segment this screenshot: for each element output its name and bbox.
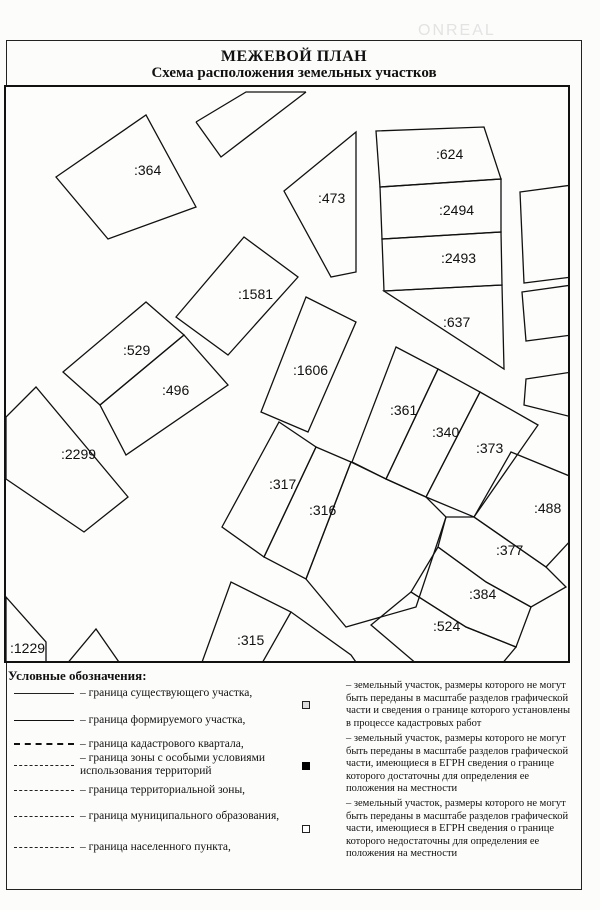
legend-line-text: – граница муниципального образования,: [80, 809, 280, 822]
legend-symbol-text: – земельный участок, размеры которого не могут быть переданы в масштабе разделов графической части, имеющиеся в ЕГРН сведения о границе которого недостаточны для определения ее положения на местности: [346, 798, 569, 859]
legend-symbol-empty-square: [302, 825, 310, 833]
plot-label: :361: [390, 402, 418, 418]
plot-label: :377: [496, 542, 524, 558]
legend-row: [14, 752, 290, 778]
legend-title: Условные обозначения:: [8, 668, 147, 683]
boundary-line: [524, 372, 570, 417]
legend-row: [14, 684, 290, 702]
plot-label: :364: [134, 162, 162, 178]
plot-315: [201, 582, 291, 663]
plots-map-svg: [6, 87, 570, 663]
plot-label: :340: [432, 424, 460, 440]
legend-symbol-text: – земельный участок, размеры которого не могут быть переданы в масштабе разделов графической части, имеющиеся в ЕГРН сведения о границе которого достаточны для определения ее положения на местности: [346, 733, 569, 794]
legend-symbol-text: – земельный участок, размеры которого не могут быть переданы в масштабе разделов графической части и сведения о границе которого установлены в процессе кадастровых работ: [346, 680, 571, 729]
legend-row: [14, 802, 290, 830]
boundary-line: [196, 92, 306, 122]
plot-316: [264, 447, 351, 579]
watermark: ONREAL: [418, 22, 496, 39]
legend-line-text: – граница существующего участка,: [80, 686, 253, 699]
boundary-line: [196, 92, 306, 157]
legend-line-sample: [14, 720, 74, 721]
legend-symbol-grey-square: [302, 701, 310, 709]
plot-label: :2493: [441, 250, 477, 266]
plot-label: :384: [469, 586, 497, 602]
legend-line-sample: [14, 743, 74, 745]
legend-line-text: – граница зоны с особыми условиями использования территорий: [80, 752, 266, 777]
plot-label: :1581: [238, 286, 274, 302]
legend-row: [14, 735, 290, 753]
plot-label: :529: [123, 342, 151, 358]
plot-label: :524: [433, 618, 461, 634]
boundary-line: [291, 612, 358, 663]
boundary-line: [522, 285, 570, 341]
legend-line-text: – граница кадастрового квартала,: [80, 737, 244, 750]
legend-line-sample: [14, 790, 74, 791]
legend-line-sample: [14, 816, 74, 817]
legend-line-sample: [14, 693, 74, 694]
plot-label: :488: [534, 500, 562, 516]
legend-line-text: – граница населенного пункта,: [80, 840, 231, 853]
plot-364: [56, 115, 196, 239]
legend-line-text: – граница территориальной зоны,: [80, 783, 246, 796]
plots-map: [4, 85, 570, 663]
plot-label: :1606: [293, 362, 329, 378]
legend-symbol-filled-square: [302, 762, 310, 770]
legend-line-sample: [14, 847, 74, 848]
plot-label: :373: [476, 440, 504, 456]
plot-label: :315: [237, 632, 265, 648]
plot-377: [438, 517, 566, 607]
plot-label: :637: [443, 314, 471, 330]
legend-row: [14, 711, 290, 729]
legend-line-sample: [14, 765, 74, 766]
boundary-line: [520, 185, 570, 283]
plot-label: :1229: [10, 640, 46, 656]
page-subtitle: Схема расположения земельных участков: [151, 65, 437, 81]
plot-1581: [176, 237, 298, 355]
plot-label: :316: [309, 502, 337, 518]
plot-label: :624: [436, 146, 464, 162]
legend-row: [14, 781, 290, 799]
plot-label: :496: [162, 382, 190, 398]
legend-row: [14, 838, 290, 856]
legend-line-text: – граница формируемого участка,: [80, 713, 246, 726]
plot-label: :473: [318, 190, 346, 206]
plot-label: :317: [269, 476, 297, 492]
plot-label: :2299: [61, 446, 97, 462]
boundary-line: [306, 462, 446, 627]
plot-label: :2494: [439, 202, 475, 218]
boundary-line: [66, 629, 121, 663]
page-title: МЕЖЕВОЙ ПЛАН: [220, 48, 368, 65]
